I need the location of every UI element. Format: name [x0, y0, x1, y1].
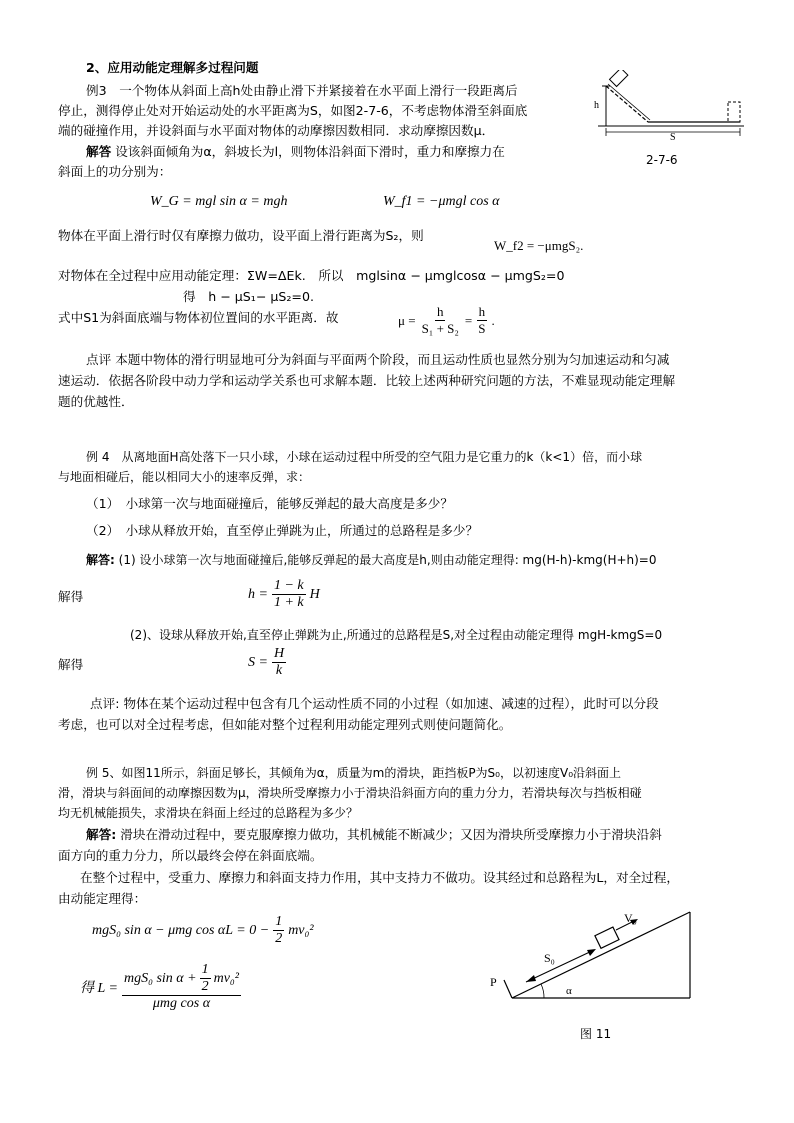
eq-l-num-frac [200, 962, 211, 995]
ex3-answer-label: 解答 [86, 144, 112, 159]
eq-s-den: k [275, 663, 283, 678]
ex3-line3: 端的碰撞作用，并设斜面与水平面对物体的动摩擦因数相同．求动摩擦因数μ． [58, 123, 495, 138]
eq-mu-frac1 [420, 304, 461, 337]
eq-s-frac [272, 646, 286, 679]
eq-h-lhs: h = [248, 586, 268, 602]
ex5-eq-energy [92, 914, 314, 947]
ex3-line1: 例3 一个物体从斜面上高h处由静止滑下并紧接着在水平面上滑行一段距离后 [86, 83, 518, 98]
ex3-answer-line1 [86, 144, 505, 160]
fig11-label-alpha: α [566, 985, 572, 997]
eq-h-tail: H [309, 586, 320, 602]
eq-mu-den1: S₁ + S₂ [421, 321, 459, 336]
ex5-answer-line2: 面方向的重力分力，所以最终会停在斜面底端。 [58, 848, 323, 863]
figure-11 [486, 908, 698, 1018]
eq-mu-num1: h [436, 304, 444, 319]
eq-energy-frac [273, 914, 284, 947]
ex5-process-line2: 由动能定理得： [58, 891, 147, 906]
ex3-comment-line3: 题的优越性． [58, 394, 134, 409]
ex3-eq-wg: W_G = mgl sin α = mgh [150, 194, 288, 209]
eq-energy-num: 1 [275, 914, 283, 929]
eq-mu-frac2 [476, 304, 487, 337]
ex4-eq-h [248, 578, 320, 611]
eq-h-frac [272, 578, 306, 611]
ex4-comment-line1 [90, 696, 659, 712]
eq-l-num-frac-n: 1 [201, 962, 209, 977]
ex5-eq-l [80, 962, 241, 1012]
eq-l-num-frac-d: 2 [201, 979, 209, 994]
eq-h-num: 1 − k [273, 578, 304, 593]
ex5-line2: 滑，滑块与斜面间的动摩擦因数为μ，滑块所受摩擦力小于滑块沿斜面方向的重力分力，若滑块每次与挡板相碰 [58, 786, 642, 800]
ex5-answer-text1: 滑块在滑动过程中，要克服摩擦力做功，其机械能不断减少；又因为滑块所受摩擦力小于滑块沿斜 [120, 827, 662, 842]
ex3-comment-line1 [86, 352, 669, 368]
ex3-eq-wf1: W_f1 = −μmgl cos α [383, 194, 500, 209]
eq-h-den: 1 + k [273, 595, 304, 610]
ex4-line2: 与地面相碰后，能以相同大小的速率反弹，求： [58, 470, 311, 484]
ex4-q1: （1） 小球第一次与地面碰撞后，能够反弹起的最大高度是多少？ [86, 496, 453, 511]
ex4-answer1-line [86, 552, 657, 568]
ex4-answer-label: 解答: [86, 553, 115, 567]
ex5-line3: 均无机械能损失，求滑块在斜面上经过的总路程为多少？ [58, 806, 359, 820]
ex4-eq-s [248, 646, 286, 679]
ex4-solve1-label: 解得 [58, 589, 84, 604]
eq-energy-den: 2 [275, 931, 283, 946]
ex3-line2: 停止，测得停止处对开始运动处的水平距离为S，如图2-7-6，不考虑物体滑至斜面底 [58, 103, 528, 118]
eq-l-num [122, 962, 241, 996]
ex3-answer-line2: 斜面上的功分别为： [58, 164, 172, 179]
eq-energy-tail: mv₀² [288, 922, 314, 938]
ex5-line1: 例 5、如图11所示，斜面足够长，其倾角为α，质量为m的滑块，距挡板P为S₀，以初速度V₀沿斜面上 [86, 766, 622, 780]
eq-energy-lhs: mgS₀ sin α − μmg cos αL = 0 − [92, 922, 270, 938]
eq-s-num: H [273, 646, 285, 661]
ex3-comment-line2: 速运动．依据各阶段中动力学和运动学关系也可求解本题．比较上述两种研究问题的方法，不难显现动能定理解 [58, 373, 676, 388]
fig11-caption: 图 11 [580, 1027, 612, 1041]
ex4-comment-label: 点评: [90, 696, 120, 711]
fig11-label-p: P [490, 975, 497, 989]
ex3-flat-text: 物体在平面上滑行时仅有摩擦力做功，设平面上滑行距离为S₂，则 [58, 228, 424, 243]
ex4-q2: （2） 小球从释放开始，直至停止弹跳为止，所通过的总路程是多少？ [86, 523, 479, 538]
eq-l-num-a: mgS₀ sin α + [123, 970, 197, 986]
fig276-label-s: S [670, 132, 676, 140]
ex3-answer-text: 设该斜面倾角为α，斜坡长为l，则物体沿斜面下滑时，重力和摩擦力在 [115, 144, 505, 159]
ex3-comment-text1: 本题中物体的滑行明显地可分为斜面与平面两个阶段，而且运动性质也显然分别为匀加速运动和匀减 [115, 352, 670, 367]
eq-mu-equal: = [464, 312, 473, 328]
eq-mu-lhs: μ = [398, 312, 416, 328]
eq-s-lhs: S = [248, 654, 268, 670]
ex5-answer-label: 解答: [86, 827, 117, 842]
eq-l-num-b: mv₀² [213, 970, 239, 986]
ex4-comment-text1: 物体在某个运动过程中包含有几个运动性质不同的小过程（如加速、减速的过程），此时可以分段 [123, 696, 659, 711]
ex3-comment-label: 点评 [86, 352, 112, 367]
ex4-answer2: (2)、设球从释放开始,直至停止弹跳为止,所通过的总路程是S,对全过程由动能定理得 mgH-kmgS=0 [130, 628, 663, 642]
eq-mu-num2: h [478, 304, 486, 319]
ex3-s1-text: 式中S1为斜面底端与物体初位置间的水平距离．故 [58, 310, 339, 325]
ex4-solve2-label: 解得 [58, 657, 84, 672]
ex5-process-line1: 在整个过程中，受重力、摩擦力和斜面支持力作用，其中支持力不做功。设其经过和总路程为L，对全过程， [80, 870, 679, 885]
ex4-comment-line2: 考虑，也可以对全过程考虑，但如能对整个过程利用动能定理列式则使问题简化。 [58, 717, 512, 732]
figure-2-7-6 [594, 70, 748, 140]
ex4-answer1: (1) 设小球第一次与地面碰撞后,能够反弹起的最大高度是h,则由动能定理得: mg(H-h)-kmg(H+h)=0 [118, 553, 657, 567]
eq-mu-end: . [491, 312, 495, 328]
ex3-derive-text: 得 h − μS₁− μS₂=0. [183, 289, 314, 304]
ex4-line1: 例 4 从离地面H高处落下一只小球，小球在运动过程中所受的空气阻力是它重力的k（k<1）倍，而小球 [86, 450, 643, 464]
ex3-eq-mu [398, 304, 495, 337]
fig11-label-v0: V₀ [624, 911, 637, 925]
fig276-caption: 2-7-6 [646, 153, 678, 167]
eq-l-frac [122, 962, 241, 1012]
fig11-label-s0: S₀ [544, 951, 555, 965]
ex3-eq-wf2: W_f2 = −μmgS₂. [494, 238, 584, 253]
eq-l-den: μmg cos α [152, 996, 211, 1011]
eq-l-prefix: 得 L = [80, 981, 118, 996]
ex5-answer-line1 [86, 827, 662, 843]
section-title: 2、应用动能定理解多过程问题 [86, 60, 259, 75]
ex3-theorem-text: 对物体在全过程中应用动能定理：ΣW=ΔEk. 所以 mglsinα − μmglcosα − μmgS₂=0 [58, 268, 565, 283]
fig276-label-h: h [594, 100, 599, 111]
eq-mu-den2: S [478, 321, 486, 336]
